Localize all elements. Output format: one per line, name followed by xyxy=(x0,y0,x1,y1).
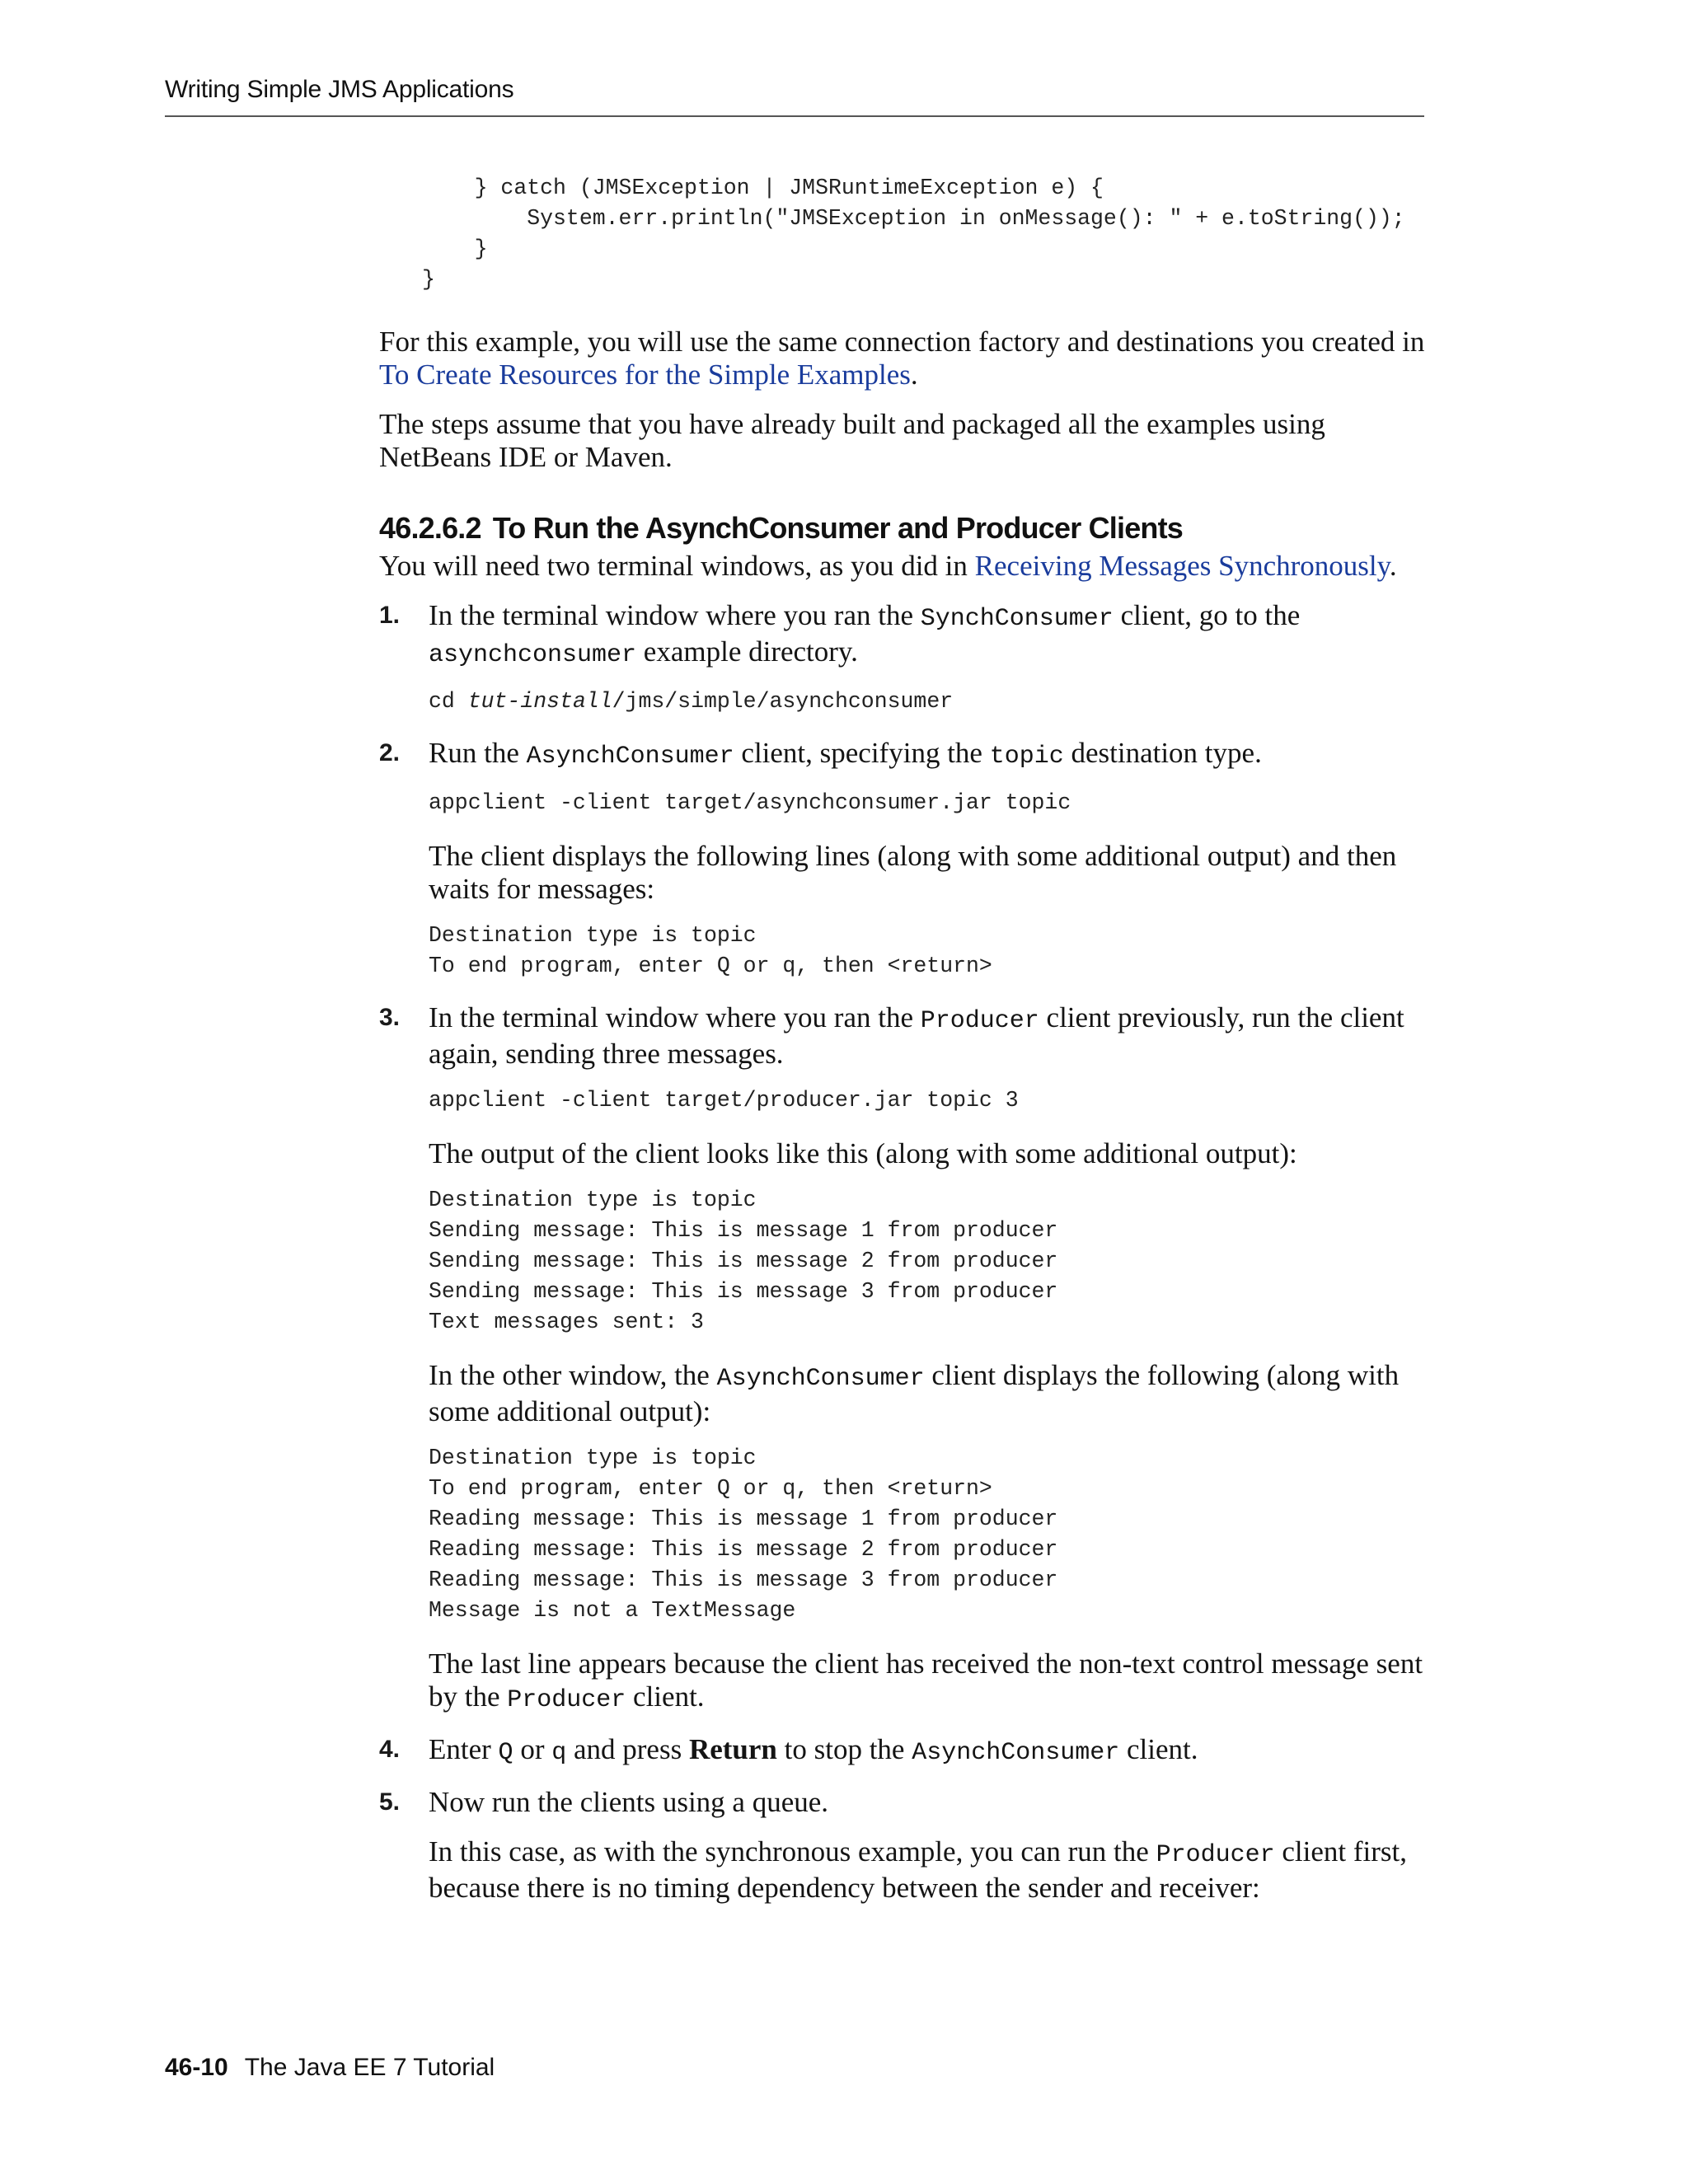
inline-code: q xyxy=(551,1739,567,1767)
inline-code: topic xyxy=(989,743,1064,771)
section-number: 46.2.6.2 xyxy=(379,511,481,545)
step-text-run: destination type. xyxy=(1063,737,1262,769)
step-text-run: to stop the xyxy=(776,1733,912,1765)
step-text-run: client previously, run the client again, sending three messages. xyxy=(429,1001,1404,1070)
step-4 xyxy=(379,1733,1434,1769)
running-header: Writing Simple JMS Applications xyxy=(165,76,514,103)
command-text: /jms/simple/asynchconsumer xyxy=(612,689,954,714)
step-text-run: client, specifying the xyxy=(734,737,990,769)
step-5 xyxy=(379,1786,1434,1905)
output-block: Destination type is topic To end program, enter Q or q, then <return> xyxy=(429,923,992,978)
inline-code: AsynchConsumer xyxy=(716,1365,925,1393)
step-text-run: In the other window, the xyxy=(429,1359,717,1391)
step-text-run: or xyxy=(513,1733,552,1765)
step-text-run: and press xyxy=(566,1733,689,1765)
paragraph-text: . xyxy=(910,359,918,391)
step-text xyxy=(429,599,1434,672)
step-description: The output of the client looks like this (along with some additional output): xyxy=(429,1137,1297,1169)
inline-code: asynchconsumer xyxy=(429,641,637,669)
paragraph-text: You will need two terminal windows, as you did in xyxy=(379,550,975,582)
inline-code: Q xyxy=(498,1739,513,1767)
command-variable: tut-install xyxy=(467,689,612,714)
inline-code: SynchConsumer xyxy=(920,605,1114,633)
output-block: Destination type is topic Sending message: This is message 1 from producer Sending message: This is message 2 from producer Sending message: This is message 3 from producer Text messages sent: 3 xyxy=(429,1188,1058,1334)
paragraph-intro xyxy=(379,550,1434,583)
command-cd xyxy=(429,687,1434,717)
step-number: 5. xyxy=(379,1788,401,1816)
paragraph-text: . xyxy=(1389,550,1397,582)
step-text-run: client. xyxy=(626,1680,705,1713)
code-block-top: } catch (JMSException | JMSRuntimeException e) { System.err.println("JMSException in onMessage(): " + e.toString()); } } xyxy=(422,176,1405,292)
paragraph-text: For this example, you will use the same connection factory and destinations you created in xyxy=(379,326,1425,358)
page-footer xyxy=(165,2054,495,2082)
page-number: 46-10 xyxy=(165,2054,228,2081)
section-heading xyxy=(379,510,1434,546)
step-text-run: client displays the following (along with some additional output): xyxy=(429,1359,1400,1427)
command-appclient-producer: appclient -client target/producer.jar topic 3 xyxy=(429,1088,1019,1113)
step-text-run: In the terminal window where you ran the xyxy=(429,599,921,631)
page-body xyxy=(379,173,1434,1905)
step-text-run: client. xyxy=(1119,1733,1198,1765)
command-appclient-asynchconsumer: appclient -client target/asynchconsumer.jar topic xyxy=(429,790,1071,815)
step-text-run: The last line appears because the client has received the non-text control message sent by the xyxy=(429,1647,1423,1713)
step-number: 3. xyxy=(379,1004,401,1031)
header-rule xyxy=(165,115,1424,117)
step-description xyxy=(429,1359,1434,1428)
inline-code: Producer xyxy=(507,1686,626,1714)
step-text: Now run the clients using a queue. xyxy=(429,1786,829,1818)
step-2 xyxy=(379,737,1434,982)
output-block: Destination type is topic To end program, enter Q or q, then <return> Reading message: This is message 1 from producer Reading message: This is message 2 from producer Reading message: This is message 3 from producer Message is not a TextMessage xyxy=(429,1446,1058,1623)
step-description: The client displays the following lines (along with some additional output) and then waits for messages: xyxy=(429,840,1397,905)
step-description xyxy=(429,1647,1434,1717)
step-text-run: Run the xyxy=(429,737,527,769)
step-text-run: client, go to the xyxy=(1113,599,1301,631)
link-create-resources[interactable]: To Create Resources for the Simple Examples xyxy=(379,359,911,391)
command-text: cd xyxy=(429,689,468,714)
step-text-run: In this case, as with the synchronous example, you can run the xyxy=(429,1835,1156,1868)
step-description xyxy=(429,1835,1434,1905)
link-receiving-messages[interactable]: Receiving Messages Synchronously xyxy=(974,550,1390,582)
step-number: 1. xyxy=(379,602,401,629)
paragraph-connection-factory xyxy=(379,326,1434,391)
step-text xyxy=(429,737,1434,773)
inline-code: AsynchConsumer xyxy=(912,1739,1120,1767)
step-number: 4. xyxy=(379,1736,401,1763)
step-1 xyxy=(379,599,1434,717)
footer-title: The Java EE 7 Tutorial xyxy=(244,2054,495,2081)
step-3 xyxy=(379,1001,1434,1717)
step-text-run: client first, because there is no timing dependency between the sender and receiver: xyxy=(429,1835,1407,1904)
paragraph-steps-assume: The steps assume that you have already built and packaged all the examples using NetBeans IDE or Maven. xyxy=(379,408,1325,473)
inline-code: Producer xyxy=(920,1007,1039,1035)
step-text-run: In the terminal window where you ran the xyxy=(429,1001,921,1033)
inline-code: AsynchConsumer xyxy=(526,743,734,771)
step-text-run: example directory. xyxy=(636,635,858,668)
step-number: 2. xyxy=(379,739,401,766)
step-text xyxy=(429,1733,1434,1769)
keyboard-key: Return xyxy=(688,1733,777,1765)
step-text xyxy=(429,1001,1434,1071)
step-text-run: Enter xyxy=(429,1733,499,1765)
section-title: To Run the AsynchConsumer and Producer Clients xyxy=(492,511,1184,545)
inline-code: Producer xyxy=(1156,1841,1275,1869)
